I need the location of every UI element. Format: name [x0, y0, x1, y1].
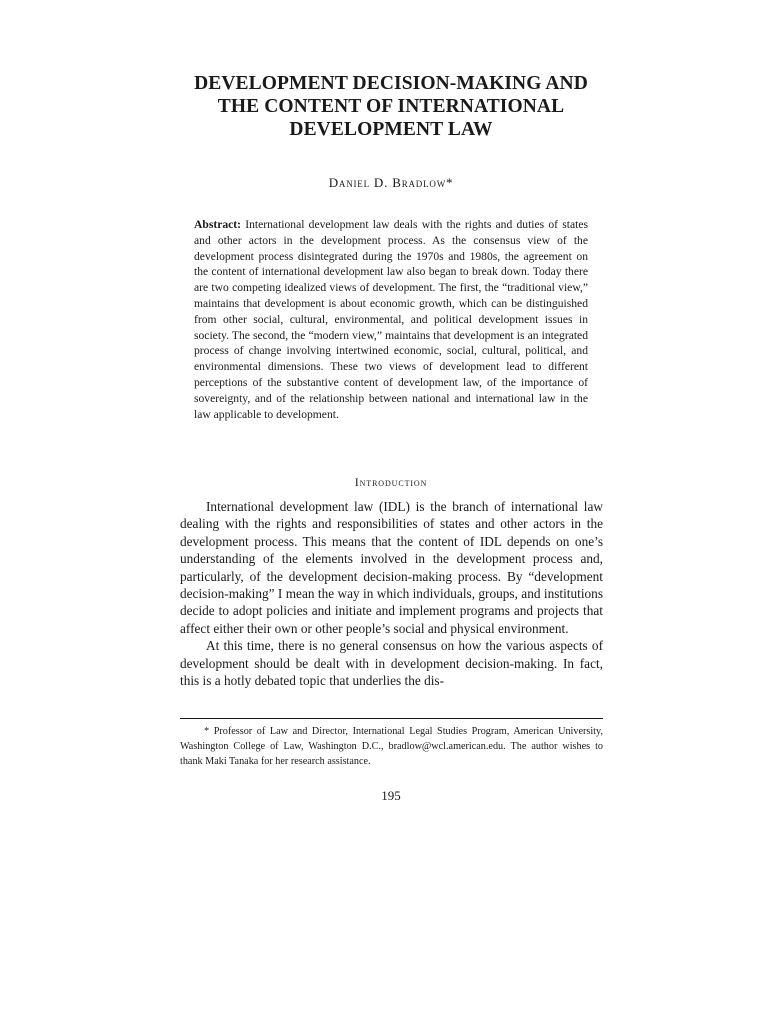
section-heading-introduction: Introduction — [354, 475, 428, 489]
title-line-2: THE CONTENT OF INTERNATIONAL — [217, 96, 565, 117]
body-text — [180, 498, 603, 689]
article-title — [150, 72, 632, 141]
abstract-text: International development law deals with the rights and duties of states and other actors in the development process. As the consensus view of the development process disintegrated during the 1970s and 1980s, the agreement on the content of international development law also began to break down. Today there are two competing idealized views of development. The first, the “traditional view,” maintains that development is about economic growth, which can be distinguished from other social, cultural, environmental, and political development issues in society. The second, the “modern view,” maintains that development is an integrated process of change involving intertwined economic, social, cultural, political, and environmental dimensions. These two views of development lead to different perceptions of the substantive content of development law, of the importance of sovereignty, and of the relationship between national and international law in the law applicable to development. — [194, 218, 588, 421]
page-number: 195 — [381, 788, 401, 803]
title-line-3: DEVELOPMENT LAW — [289, 119, 493, 140]
abstract-label: Abstract: — [194, 218, 242, 231]
title-line-1: DEVELOPMENT DECISION-MAKING AND — [194, 73, 588, 94]
paragraph: International development law (IDL) is the branch of international law dealing with the rights and responsibilities of states and other actors in the development process. This means that the content of IDL depends on one’s understanding of the elements involved in the development process and, particularly, of the development decision-making process. By “development decision-making” I mean the way in which individuals, groups, and institutions decide to adopt policies and initiate and implement programs and projects that affect either their own or other people’s social and physical environment. — [180, 499, 603, 636]
abstract — [194, 217, 588, 422]
author-name: Daniel D. Bradlow* — [328, 175, 454, 190]
paragraph: At this time, there is no general consensus on how the various aspects of development should be dealt with in development decision-making. In fact, this is a hotly debated topic that underlies the dis- — [180, 638, 603, 689]
footnote-divider — [180, 718, 603, 719]
footnote: * Professor of Law and Director, International Legal Studies Program, American University, Washington College of Law, Washington D.C., bradlow@wcl.american.edu. The author wishes to thank Maki Tanaka for her research assistance. — [180, 726, 603, 767]
